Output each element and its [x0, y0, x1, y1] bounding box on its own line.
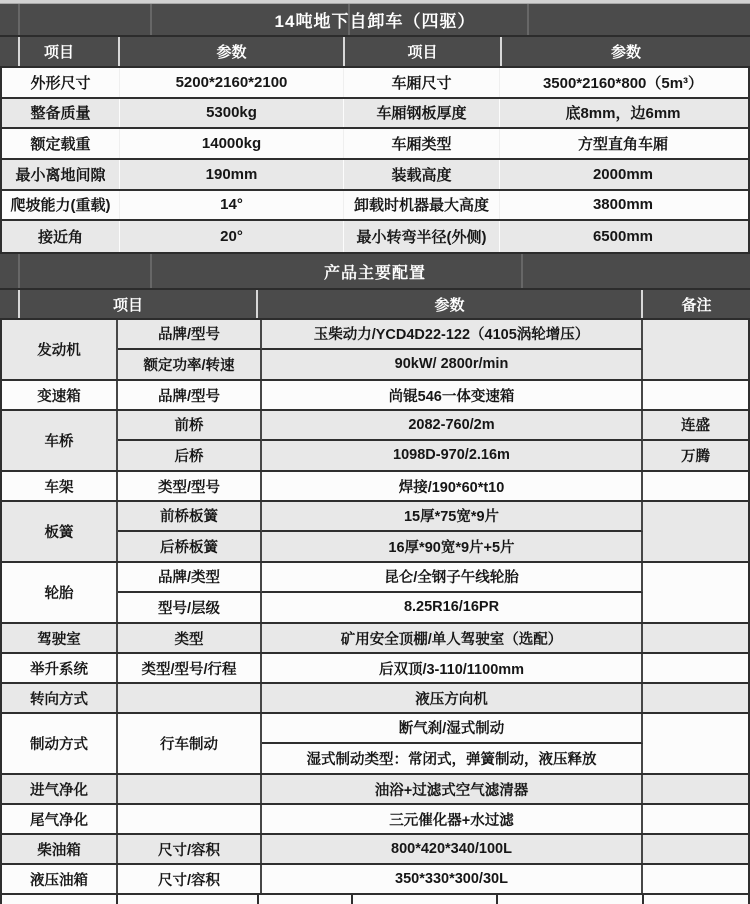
- group-label-cell: 类型/型号/行程: [118, 654, 262, 682]
- group-value-cell: 湿式制动类型：常闭式，弹簧制动，液压释放: [262, 744, 643, 774]
- group-name-cell: 举升系统: [2, 654, 118, 682]
- group-label-cell: 后桥: [118, 441, 262, 471]
- config-group-cab: [2, 624, 748, 654]
- config-header-note: 备注: [681, 296, 712, 314]
- group-label-cell: [118, 684, 262, 712]
- group-value-cell: 8.25R16/16PR: [262, 593, 643, 623]
- group-note-cell: [643, 654, 748, 682]
- cell-seam: [18, 37, 20, 66]
- cell-seam: [150, 4, 152, 35]
- cell-seam: [116, 895, 118, 904]
- spec-header-item: 项目: [345, 37, 502, 66]
- cell-seam: [348, 4, 350, 35]
- group-name-cell: 变速箱: [2, 381, 118, 409]
- group-note-cell: [643, 775, 748, 803]
- group-note-cell: [643, 563, 748, 622]
- param-cell: 3500*2160*800（5m³）: [542, 74, 704, 92]
- group-name-cell: 制动方式: [2, 714, 118, 773]
- group-name-cell: 发动机: [2, 320, 118, 379]
- group-note-cell: 万腾: [681, 448, 710, 465]
- table-row: [2, 129, 748, 160]
- cell-seam: [496, 895, 498, 904]
- group-note-cell: [643, 684, 748, 712]
- param-cell: 3800mm: [592, 196, 654, 214]
- item-cell: 卸载时机器最大高度: [344, 191, 500, 220]
- cell-seam: [351, 895, 353, 904]
- item-cell: 额定载重: [2, 129, 120, 158]
- group-value-cell: 玉柴动力/YCD4D22-122（4105涡轮增压）: [262, 320, 643, 350]
- group-note-cell: 连盛: [643, 411, 748, 441]
- param-cell: 方型直角车厢: [577, 136, 668, 154]
- group-name-cell: 车架: [2, 472, 118, 500]
- param-cell: 190mm: [120, 160, 344, 189]
- param-cell: 底8mm，边6mm: [565, 105, 681, 123]
- group-value-cell: 350*330*300/30L: [262, 865, 643, 893]
- cell-seam: [18, 290, 20, 318]
- cell-seam: [527, 4, 529, 35]
- group-value-cell: 90kW/ 2800r/min: [262, 350, 643, 380]
- spec-header-param: 参数: [120, 37, 345, 66]
- item-cell: 最小离地间隙: [2, 160, 120, 189]
- config-group-intake-purification: [2, 775, 748, 805]
- config-group-engine: [2, 320, 748, 381]
- group-note-cell: [643, 805, 748, 833]
- group-name-cell: 进气净化: [2, 775, 118, 803]
- item-cell: 车厢类型: [344, 129, 500, 158]
- group-label-cell: 行车制动: [118, 714, 262, 773]
- param-cell: 14000kg: [120, 129, 344, 158]
- group-value-cell: 三元催化器+水过滤: [262, 805, 643, 833]
- config-group-axle: [2, 411, 748, 472]
- item-cell: 车厢尺寸: [344, 68, 500, 97]
- group-value-cell: 16厚*90宽*9片+5片: [262, 532, 643, 562]
- config-group-diesel-tank: [2, 835, 748, 865]
- group-label-cell: 类型/型号: [118, 472, 262, 500]
- item-cell: 整备质量: [2, 99, 120, 128]
- config-group-exhaust-purification: [2, 805, 748, 835]
- cell-seam: [18, 254, 20, 288]
- cell-seam: [521, 254, 523, 288]
- group-note-cell: [643, 624, 748, 652]
- config-group-hydraulic-tank: [2, 865, 748, 895]
- group-value-cell: 油浴+过滤式空气滤清器: [262, 775, 643, 803]
- item-cell: 爬坡能力(重载): [2, 191, 120, 220]
- table-row: [2, 221, 748, 252]
- config-section-bar: [0, 252, 750, 290]
- title-bar: [0, 4, 750, 37]
- group-label-cell: 后桥板簧: [118, 532, 262, 562]
- group-note-cell: [643, 835, 748, 863]
- group-label-cell: 额定功率/转速: [118, 350, 262, 380]
- group-note-cell: [643, 472, 748, 500]
- page-title: 14吨地下自卸车（四驱）: [274, 12, 476, 31]
- group-value-cell: 1098D-970/2.16m: [262, 441, 643, 471]
- config-table-header: [0, 290, 750, 320]
- spec-header-param: 参数: [610, 44, 641, 61]
- cutoff-next-row: [0, 895, 750, 904]
- config-table-body: [0, 320, 750, 895]
- table-row: [2, 99, 748, 130]
- group-value-cell: 后双顶/3-110/1100mm: [262, 654, 643, 682]
- cell-seam: [150, 254, 152, 288]
- config-group-leaf-spring: [2, 502, 748, 563]
- group-label-cell: 类型: [118, 624, 262, 652]
- group-label-cell: 前桥板簧: [118, 502, 262, 532]
- group-label-cell: 品牌/型号: [118, 381, 262, 409]
- group-note-cell: [643, 381, 748, 409]
- group-name-cell: 液压油箱: [2, 865, 118, 893]
- group-label-cell: 型号/层级: [118, 593, 262, 623]
- config-header-param: 参数: [258, 290, 643, 318]
- group-label-cell: [118, 775, 262, 803]
- param-cell: 20°: [120, 221, 344, 252]
- item-cell: 接近角: [2, 221, 120, 252]
- group-value-cell: 15厚*75宽*9片: [262, 502, 643, 532]
- param-cell: 5200*2160*2100: [120, 68, 344, 97]
- cell-seam: [18, 4, 20, 35]
- param-cell: 5300kg: [120, 99, 344, 128]
- group-label-cell: 前桥: [118, 411, 262, 441]
- group-value-cell: 断气刹/湿式制动: [262, 714, 643, 744]
- config-group-gearbox: [2, 381, 748, 411]
- param-cell: 14°: [120, 191, 344, 220]
- group-value-cell: 800*420*340/100L: [262, 835, 643, 863]
- group-name-cell: 驾驶室: [2, 624, 118, 652]
- config-section-title: 产品主要配置: [323, 264, 426, 282]
- group-name-cell: 轮胎: [2, 563, 118, 622]
- group-value-cell: 矿用安全顶棚/单人驾驶室（选配）: [262, 624, 643, 652]
- group-note-cell: [643, 502, 748, 561]
- config-group-braking: [2, 714, 748, 775]
- group-name-cell: 尾气净化: [2, 805, 118, 833]
- cell-seam: [257, 895, 259, 904]
- group-note-cell: [643, 865, 748, 893]
- config-group-frame: [2, 472, 748, 502]
- group-label-cell: 尺寸/容积: [118, 835, 262, 863]
- item-cell: 最小转弯半径(外侧): [344, 221, 500, 252]
- group-value-cell: 昆仑/全钢子午线轮胎: [262, 563, 643, 593]
- group-label-cell: 尺寸/容积: [118, 865, 262, 893]
- group-name-cell: 车桥: [2, 411, 118, 470]
- group-value-cell: 焊接/190*60*t10: [262, 472, 643, 500]
- group-name-cell: 板簧: [2, 502, 118, 561]
- item-cell: 外形尺寸: [2, 68, 120, 97]
- item-cell: 车厢钢板厚度: [344, 99, 500, 128]
- table-row: [2, 191, 748, 222]
- table-row: [2, 68, 748, 99]
- spec-table-header: [0, 37, 750, 68]
- group-label-cell: 品牌/类型: [118, 563, 262, 593]
- param-cell: 2000mm: [592, 165, 654, 183]
- group-label-cell: [118, 805, 262, 833]
- spec-header-item: 项目: [0, 37, 120, 66]
- spec-table-body: [0, 68, 750, 252]
- group-note-cell: [643, 714, 748, 773]
- group-value-cell: 2082-760/2m: [262, 411, 643, 441]
- table-row: [2, 160, 748, 191]
- group-value-cell: 尚锟546一体变速箱: [262, 381, 643, 409]
- config-group-tires: [2, 563, 748, 624]
- param-cell: 6500mm: [592, 228, 654, 246]
- group-label-cell: 品牌/型号: [118, 320, 262, 350]
- item-cell: 装载高度: [344, 160, 500, 189]
- config-group-lift-system: [2, 654, 748, 684]
- config-group-steering: [2, 684, 748, 714]
- group-value-cell: 液压方向机: [262, 684, 643, 712]
- group-name-cell: 转向方式: [2, 684, 118, 712]
- group-name-cell: 柴油箱: [2, 835, 118, 863]
- group-note-cell: [643, 320, 748, 379]
- cell-seam: [642, 895, 644, 904]
- config-header-item: 项目: [0, 290, 258, 318]
